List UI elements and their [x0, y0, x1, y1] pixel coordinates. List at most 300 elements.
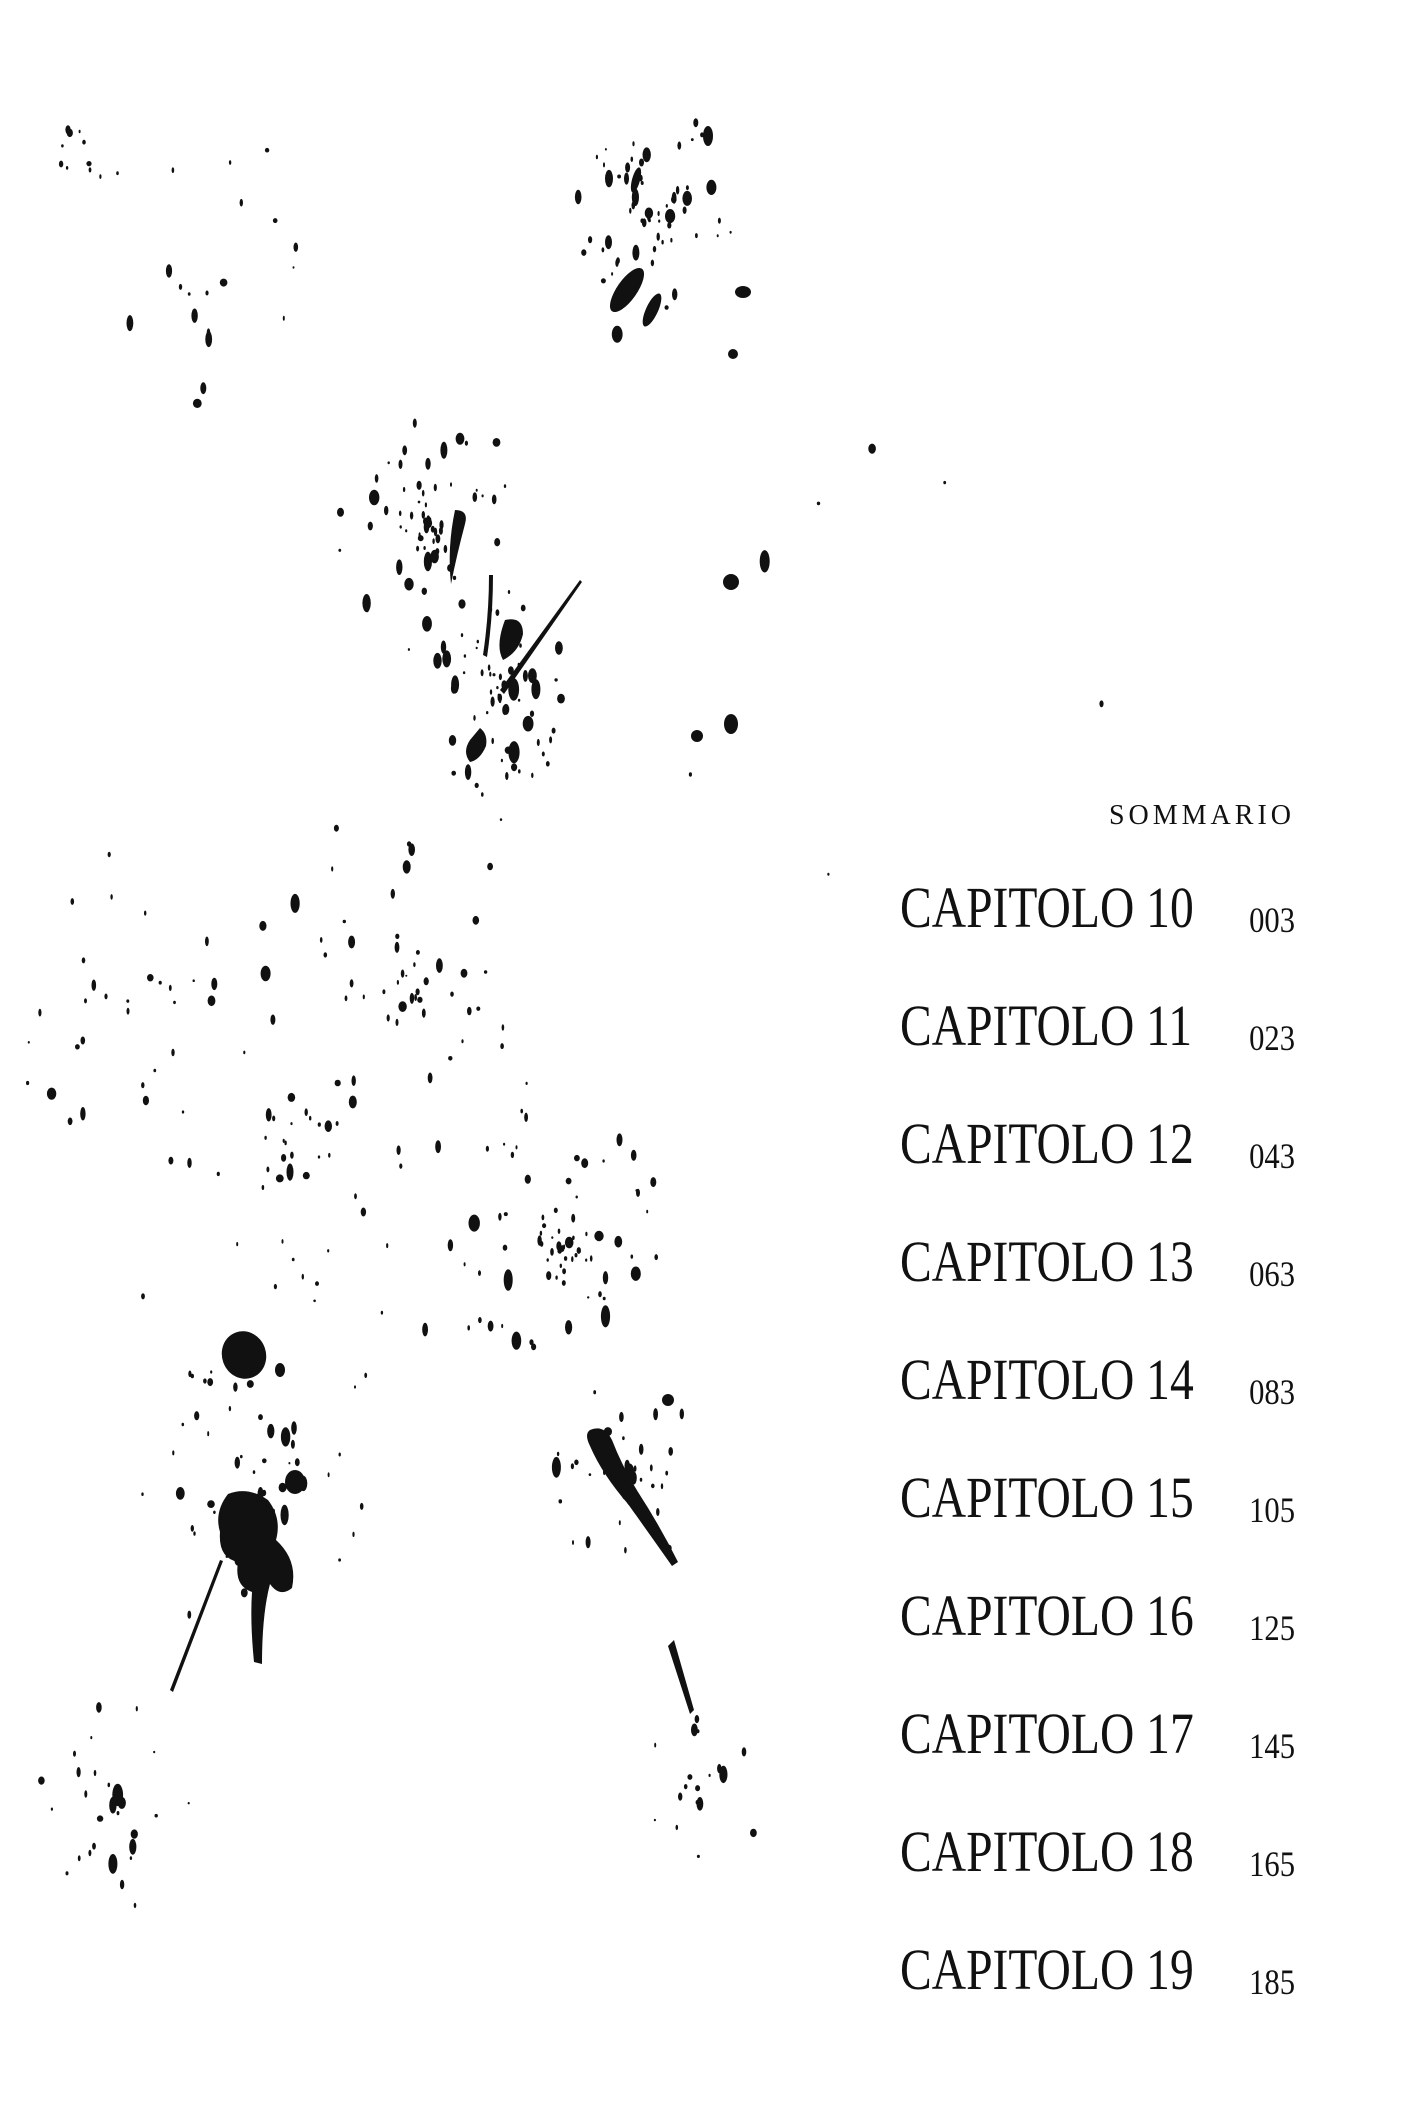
- ink-speck: [654, 1254, 658, 1260]
- ink-speck: [294, 243, 299, 252]
- ink-speck: [518, 769, 521, 773]
- ink-speck: [631, 1255, 634, 1259]
- ink-speck: [531, 773, 533, 778]
- ink-speck: [368, 522, 373, 531]
- page-number: 185: [1249, 1962, 1295, 2002]
- ink-speck: [656, 1508, 659, 1516]
- ink-speck: [130, 1856, 132, 1860]
- ink-speck: [576, 1196, 578, 1199]
- page-number: 083: [1249, 1372, 1295, 1412]
- ink-speck: [287, 1164, 294, 1181]
- ink-speck: [422, 1009, 426, 1018]
- ink-speck: [416, 988, 420, 995]
- ink-speck: [361, 1208, 366, 1217]
- ink-speck: [524, 1113, 528, 1122]
- ink-speck: [288, 1093, 296, 1102]
- ink-speck: [697, 1855, 700, 1858]
- ink-speck: [282, 1239, 284, 1244]
- ink-speck: [338, 1558, 341, 1561]
- ink-speck: [334, 825, 339, 832]
- ink-speck: [451, 771, 456, 776]
- ink-speck: [331, 866, 333, 871]
- ink-speck: [324, 952, 328, 957]
- ink-speck: [461, 1039, 463, 1043]
- ink-speck: [318, 1155, 320, 1158]
- ink-speck: [476, 489, 478, 492]
- ink-speck: [552, 1457, 561, 1478]
- ink-speck: [475, 783, 479, 788]
- ink-speck: [84, 998, 87, 1003]
- ink-speck: [337, 508, 344, 517]
- ink-speck: [547, 1258, 549, 1262]
- ink-speck: [730, 231, 732, 234]
- page-number: 145: [1249, 1726, 1295, 1766]
- ink-speck: [546, 761, 550, 767]
- ink-speck: [486, 1146, 489, 1152]
- ink-speck: [303, 1172, 310, 1179]
- ink-speck: [575, 1253, 578, 1257]
- ink-speck: [81, 1037, 86, 1045]
- toc-entry-14: [900, 1347, 1295, 1468]
- ink-speck: [229, 160, 231, 165]
- ink-speck: [559, 1499, 563, 1503]
- ink-speck: [240, 199, 243, 207]
- ink-speck: [182, 1110, 184, 1113]
- ink-speck: [247, 1380, 254, 1388]
- ink-speck: [273, 1509, 275, 1515]
- ink-speck: [700, 132, 704, 137]
- ink-speck: [498, 1213, 501, 1221]
- ink-speck: [503, 1143, 505, 1146]
- ink-speck: [182, 1423, 185, 1426]
- ink-speck: [291, 1421, 297, 1434]
- ink-speck: [554, 678, 557, 681]
- ink-speck: [464, 654, 466, 658]
- page-number: 003: [1249, 900, 1295, 940]
- ink-speck: [436, 534, 441, 543]
- ink-speck: [558, 1229, 561, 1234]
- ink-speck: [487, 863, 493, 870]
- ink-speck: [75, 1044, 80, 1049]
- ink-speck: [422, 588, 427, 595]
- ink-speck: [403, 487, 405, 492]
- ink-speck: [526, 1082, 528, 1085]
- ink-speck: [391, 889, 395, 899]
- ink-speck: [281, 1505, 289, 1525]
- ink-speck: [562, 1268, 566, 1274]
- ink-speck: [168, 1157, 173, 1165]
- ink-speck: [236, 1242, 238, 1246]
- ink-speck: [827, 873, 829, 876]
- ink-speck: [395, 934, 399, 939]
- ink-speck: [264, 1595, 267, 1598]
- ink-speck: [481, 792, 484, 797]
- ink-speck: [670, 238, 672, 243]
- ink-speck: [624, 1547, 627, 1553]
- ink-speck: [417, 481, 422, 490]
- ink-speck: [430, 550, 439, 563]
- ink-speck: [619, 1520, 621, 1525]
- ink-speck: [639, 175, 643, 182]
- ink-speck: [742, 1747, 747, 1756]
- ink-speck: [566, 1178, 572, 1185]
- ink-speck: [499, 674, 502, 681]
- ink-speck: [469, 1215, 480, 1232]
- ink-speck: [488, 1321, 494, 1332]
- ink-speck: [291, 1440, 295, 1449]
- ink-speck: [327, 1249, 329, 1252]
- ink-speck: [412, 994, 414, 997]
- ink-speck: [410, 512, 413, 520]
- ink-speck: [259, 921, 266, 931]
- ink-speck: [491, 738, 494, 744]
- ink-speck: [153, 1751, 155, 1754]
- ink-speck: [596, 155, 598, 160]
- ink-speck: [653, 1408, 658, 1420]
- ink-speck: [86, 161, 91, 166]
- ink-speck: [413, 962, 415, 967]
- ink-speck: [388, 461, 390, 464]
- ink-speck: [336, 1121, 339, 1126]
- toc-entry-12: [900, 1111, 1295, 1232]
- ink-speck: [348, 936, 355, 949]
- ink-speck: [581, 249, 586, 256]
- ink-speck: [417, 997, 422, 1003]
- ink-speck: [147, 974, 154, 981]
- ink-speck: [565, 1320, 572, 1334]
- ink-speck: [615, 1452, 617, 1454]
- toc-entry-15: [900, 1465, 1295, 1586]
- ink-speck: [172, 1450, 174, 1455]
- ink-speck: [262, 1458, 267, 1463]
- ink-speck: [77, 1767, 81, 1777]
- ink-speck: [108, 1783, 111, 1788]
- ink-speck: [220, 279, 228, 287]
- ink-speck: [292, 1258, 295, 1262]
- ink-speck: [450, 992, 454, 997]
- ink-speck: [603, 1469, 605, 1475]
- ink-speck: [403, 860, 411, 873]
- ink-speck: [542, 1223, 546, 1228]
- ink-speck: [191, 309, 197, 323]
- ink-speck: [38, 1009, 41, 1017]
- ink-speck: [489, 606, 492, 613]
- ink-speck: [508, 678, 519, 701]
- ink-speck: [734, 576, 738, 585]
- ink-speck: [233, 1382, 237, 1391]
- ink-speck: [354, 1385, 356, 1388]
- ink-speck: [525, 1175, 531, 1184]
- ink-speck: [518, 699, 520, 702]
- ink-speck: [477, 640, 479, 644]
- ink-speck: [693, 118, 698, 127]
- ink-speck: [505, 772, 508, 780]
- ink-speck: [465, 764, 471, 780]
- ink-speck: [511, 1152, 514, 1158]
- ink-speck: [461, 633, 463, 637]
- ink-speck: [433, 653, 441, 669]
- ink-speck: [512, 1332, 522, 1350]
- ink-speck: [695, 1785, 700, 1791]
- ink-speck: [299, 1476, 307, 1491]
- ink-speck: [486, 711, 488, 714]
- page-number: 125: [1249, 1608, 1295, 1648]
- ink-speck: [131, 1829, 138, 1838]
- ink-speck: [456, 433, 465, 445]
- ink-speck: [503, 652, 506, 657]
- ink-speck: [404, 578, 413, 591]
- ink-speck: [272, 1116, 275, 1122]
- ink-speck: [369, 490, 379, 505]
- ink-speck: [78, 1855, 81, 1861]
- ink-speck: [328, 1153, 330, 1158]
- ink-speck: [328, 1472, 330, 1477]
- ink-speck: [750, 1829, 757, 1837]
- ink-speck: [467, 1325, 470, 1330]
- chapter-title: CAPITOLO 13: [900, 1229, 1194, 1294]
- ink-speck: [665, 1471, 668, 1476]
- ink-speck: [558, 1246, 561, 1251]
- ink-speck: [293, 266, 295, 268]
- ink-speck: [658, 220, 660, 223]
- ink-speck: [555, 1276, 557, 1280]
- ink-speck: [476, 1007, 480, 1011]
- toc-heading: SOMMARIO: [1108, 800, 1295, 831]
- ink-speck: [345, 995, 348, 1001]
- ink-speck: [143, 1096, 149, 1105]
- ink-speck: [339, 1453, 341, 1457]
- ink-speck: [499, 698, 502, 703]
- ink-speck: [203, 1378, 207, 1383]
- ink-speck: [408, 843, 415, 856]
- ink-speck: [550, 1248, 554, 1256]
- ink-speck: [266, 1167, 269, 1173]
- ink-speck: [465, 441, 468, 446]
- ink-speck: [484, 970, 487, 974]
- ink-speck: [552, 728, 556, 734]
- ink-speck: [496, 686, 498, 689]
- ink-speck: [136, 1706, 138, 1711]
- ink-speck: [593, 1390, 596, 1394]
- ink-speck: [290, 1122, 292, 1125]
- ink-speck: [508, 666, 514, 675]
- ink-speck: [574, 1155, 580, 1161]
- chapter-title: CAPITOLO 11: [900, 993, 1192, 1058]
- ink-speck: [153, 1069, 156, 1073]
- ink-speck: [523, 670, 528, 682]
- ink-speck: [625, 162, 630, 172]
- ink-speck: [691, 138, 694, 141]
- ink-speck: [261, 1500, 267, 1512]
- ink-speck: [381, 1311, 383, 1315]
- ink-speck: [38, 1777, 45, 1785]
- ink-speck: [654, 1743, 656, 1748]
- ink-speck: [505, 747, 512, 754]
- ink-speck: [501, 680, 507, 689]
- ink-speck: [82, 957, 86, 963]
- ink-speck: [112, 1784, 123, 1806]
- ink-speck: [586, 1536, 591, 1548]
- ink-speck: [179, 284, 182, 290]
- toc-entry-18: [900, 1819, 1295, 1940]
- ink-speck: [605, 235, 612, 249]
- ink-speck: [665, 209, 675, 223]
- ink-speck: [448, 1239, 453, 1251]
- ink-speck: [622, 1436, 625, 1440]
- ink-speck: [235, 1557, 243, 1566]
- ink-speck: [643, 147, 651, 162]
- ink-speck: [542, 752, 545, 757]
- ink-speck: [276, 1174, 284, 1182]
- ink-speck: [425, 502, 427, 507]
- ink-speck: [493, 438, 501, 447]
- ink-speck: [395, 942, 400, 953]
- ink-speck: [117, 1811, 120, 1815]
- ink-speck: [706, 180, 716, 195]
- ink-speck: [267, 1424, 274, 1438]
- ink-speck: [207, 1500, 215, 1508]
- ink-speck: [603, 162, 605, 167]
- ink-speck: [448, 1056, 452, 1061]
- ink-speck: [646, 1210, 648, 1214]
- ink-speck: [473, 492, 478, 502]
- ink-speck: [504, 1269, 513, 1290]
- ink-speck: [126, 999, 129, 1002]
- ink-speck: [108, 1854, 117, 1874]
- ink-speck: [529, 720, 533, 728]
- ink-speck: [453, 576, 456, 580]
- ink-speck: [349, 1096, 357, 1109]
- ink-speck: [676, 186, 679, 195]
- ink-speck: [213, 1511, 216, 1514]
- ink-speck: [207, 1431, 209, 1436]
- ink-speck: [639, 1444, 644, 1455]
- ink-speck: [423, 546, 425, 550]
- ink-speck: [155, 1814, 158, 1818]
- ink-speck: [313, 1300, 316, 1303]
- ink-speck: [338, 549, 341, 552]
- ink-speck: [587, 1296, 589, 1298]
- ink-speck: [281, 1427, 290, 1446]
- ink-speck: [309, 1116, 311, 1121]
- ink-speck: [614, 1236, 622, 1248]
- ink-speck: [302, 1274, 304, 1280]
- ink-speck: [141, 1293, 145, 1299]
- ink-speck: [295, 1458, 300, 1466]
- ink-speck: [436, 958, 443, 973]
- ink-speck: [335, 1080, 341, 1087]
- ink-speck: [264, 1136, 266, 1140]
- ink-speck: [315, 1281, 319, 1286]
- ink-speck: [585, 1232, 587, 1236]
- ink-speck: [425, 458, 430, 470]
- ink-speck: [94, 1770, 97, 1776]
- ink-speck: [678, 1793, 682, 1801]
- ink-speck: [283, 316, 285, 321]
- ink-speck: [79, 130, 81, 133]
- ink-speck: [116, 171, 119, 175]
- ink-speck: [611, 272, 613, 276]
- ink-speck: [458, 599, 465, 608]
- ink-speck: [661, 240, 663, 245]
- ink-speck: [362, 594, 370, 612]
- ink-speck: [235, 1457, 240, 1469]
- ink-speck: [291, 894, 300, 913]
- ink-speck: [504, 1212, 508, 1216]
- ink-speck: [262, 1185, 265, 1190]
- ink-speck: [496, 609, 500, 616]
- ink-speck: [205, 937, 209, 947]
- ink-speck: [401, 970, 405, 978]
- ink-speck: [290, 1152, 294, 1159]
- ink-speck: [61, 144, 64, 147]
- ink-speck: [631, 1267, 641, 1281]
- ink-speck: [110, 894, 112, 900]
- ink-speck: [617, 175, 621, 179]
- ink-speck: [399, 511, 402, 517]
- ink-speck: [449, 735, 456, 746]
- ink-speck: [51, 1808, 53, 1811]
- ink-speck: [363, 995, 365, 1000]
- ink-speck: [500, 1043, 504, 1049]
- ink-speck: [187, 1158, 191, 1168]
- ink-speck: [120, 1880, 124, 1890]
- ink-speck: [718, 218, 721, 224]
- ink-speck: [92, 980, 97, 991]
- ink-speck: [187, 1611, 191, 1619]
- ink-speck: [648, 219, 651, 223]
- ink-speck: [205, 291, 208, 296]
- ink-speck: [473, 916, 480, 925]
- toc-entry-16: [900, 1583, 1295, 1704]
- ink-speck: [632, 189, 639, 207]
- ink-speck: [141, 1082, 144, 1088]
- ink-speck: [572, 1540, 574, 1545]
- ink-speck: [671, 196, 677, 203]
- ink-speck: [422, 1323, 428, 1337]
- ink-speck: [542, 1215, 545, 1221]
- chapter-title: CAPITOLO 16: [900, 1583, 1194, 1648]
- ink-speck: [560, 1264, 562, 1268]
- ink-speck: [243, 1051, 245, 1055]
- ink-speck: [531, 679, 540, 699]
- ink-speck: [490, 689, 492, 695]
- ink-speck: [191, 1374, 194, 1379]
- ink-speck: [188, 1802, 190, 1804]
- ink-speck: [603, 1271, 608, 1284]
- ink-speck: [650, 1177, 656, 1187]
- ink-speck: [211, 978, 217, 990]
- ink-speck: [258, 1487, 264, 1501]
- ink-speck: [387, 1014, 390, 1021]
- ink-speck: [501, 1324, 503, 1328]
- ink-speck: [665, 305, 669, 310]
- ink-speck: [210, 1370, 212, 1373]
- ink-speck: [717, 234, 719, 237]
- ink-speck: [414, 994, 417, 1001]
- ink-speck: [581, 1158, 588, 1168]
- ink-speck: [207, 1378, 213, 1386]
- ink-speck: [640, 1478, 643, 1482]
- toc-entry-10: [900, 875, 1295, 996]
- ink-speck: [171, 1049, 174, 1056]
- ink-speck: [554, 1208, 558, 1213]
- ink-speck: [696, 1729, 699, 1733]
- ink-speck: [518, 663, 520, 667]
- ink-speck: [590, 1255, 593, 1261]
- ink-speck: [399, 1163, 402, 1168]
- ink-speck: [641, 181, 644, 185]
